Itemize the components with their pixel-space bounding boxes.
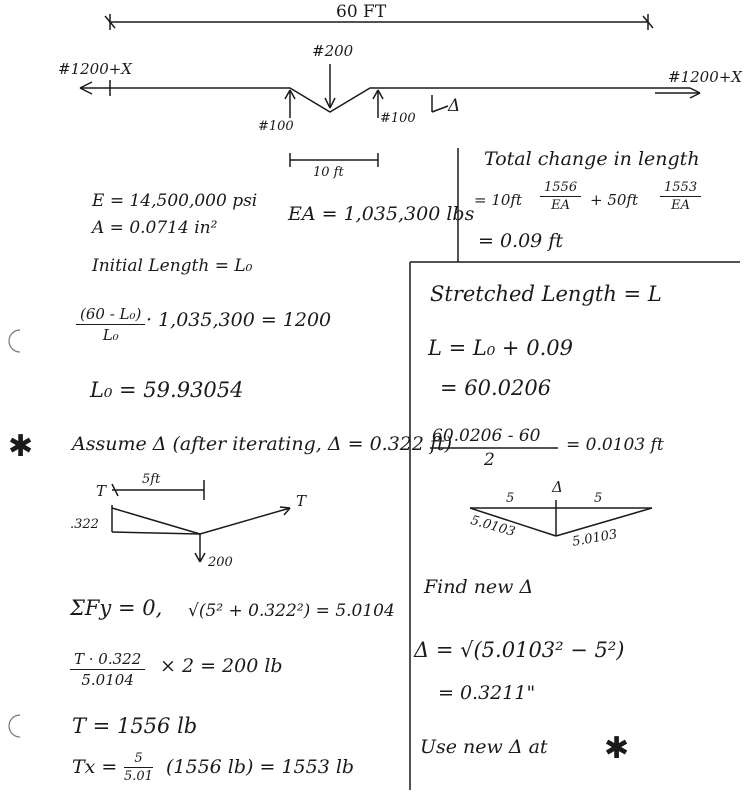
tx-label: Tx = — [72, 756, 118, 778]
tension-result: T = 1556 lb — [72, 714, 198, 738]
hypotenuse-eq: √(5² + 0.322²) = 5.0104 — [188, 601, 395, 621]
geometry-half-span-1: 5 — [506, 491, 515, 506]
new-delta-title: Find new Δ — [424, 576, 534, 598]
ea-label: EA = 1,035,300 lbs — [288, 203, 475, 225]
half-stretch-numerator: 60.0206 - 60 — [432, 426, 541, 446]
support-left-label: #100 — [258, 119, 294, 134]
stretched-eq1: L = L₀ + 0.09 — [428, 336, 573, 360]
delta-symbol: Δ — [448, 96, 461, 116]
new-delta-result: = 0.3211" — [438, 682, 536, 704]
initial-eq-rest: · 1,035,300 = 1200 — [146, 309, 332, 331]
use-new-delta: Use new Δ at — [420, 736, 548, 758]
right-force-label: #1200+X — [668, 68, 742, 86]
total-change-result: = 0.09 ft — [478, 230, 563, 252]
assume-text: Assume Δ (after iterating, Δ = 0.322 ft) — [72, 433, 453, 455]
area-label: A = 0.0714 in² — [92, 218, 218, 238]
asterisk-marker-end: ✱ — [604, 731, 630, 766]
ten-ft-label: 10 ft — [313, 165, 344, 180]
geometry-delta: Δ — [552, 478, 563, 496]
modulus-label: E = 14,500,000 psi — [92, 191, 258, 211]
initial-length-result: L₀ = 59.93054 — [90, 378, 244, 402]
tension-eq-rest: × 2 = 200 lb — [160, 655, 283, 677]
load-label: #200 — [312, 42, 354, 60]
support-right-label: #100 — [380, 111, 416, 126]
new-delta-eq: Δ = √(5.0103² − 5²) — [414, 638, 625, 662]
left-force-label: #1200+X — [58, 60, 132, 78]
fbd-five-ft: 5ft — [142, 472, 161, 487]
total-change-fraction-1: $\frac{1556}{EA}$ — [540, 180, 581, 213]
total-change-eq-mid: + 50ft — [590, 191, 639, 209]
half-stretch-result: = 0.0103 ft — [566, 435, 664, 455]
span-label: 60 FT — [336, 2, 387, 22]
stretched-eq2: = 60.0206 — [440, 376, 552, 400]
fbd-offset: .322 — [70, 517, 99, 532]
half-stretch-denominator: 2 — [484, 450, 495, 470]
cable-line — [80, 88, 690, 112]
geometry-diagonal-1: 5.0103 — [468, 513, 517, 540]
fbd-load: 200 — [208, 555, 233, 570]
initial-eq-fraction: $\frac{\text{(60 - L₀)}}{\text{L₀}}$ — [76, 305, 145, 344]
total-change-title: Total change in length — [484, 148, 700, 170]
geometry-diagonal-2: 5.0103 — [571, 527, 619, 550]
tx-rest: (1556 lb) = 1553 lb — [166, 756, 355, 778]
initial-length-label: Initial Length = L₀ — [92, 256, 253, 276]
total-change-eq-start: = 10ft — [474, 191, 523, 209]
tension-fraction: $\frac{T \cdot 0.322}{5.0104}$ — [70, 650, 145, 689]
fbd-tension-left: T — [96, 482, 107, 500]
geometry-half-span-2: 5 — [594, 491, 603, 506]
sum-fy: ΣFy = 0, — [70, 596, 163, 620]
tx-fraction: $\frac{5}{5.01}$ — [124, 751, 153, 784]
asterisk-marker: ✱ — [8, 429, 34, 464]
stretched-title: Stretched Length = L — [430, 282, 662, 306]
total-change-fraction-2: $\frac{1553}{EA}$ — [660, 180, 701, 213]
fbd-tension-right: T — [296, 492, 307, 510]
